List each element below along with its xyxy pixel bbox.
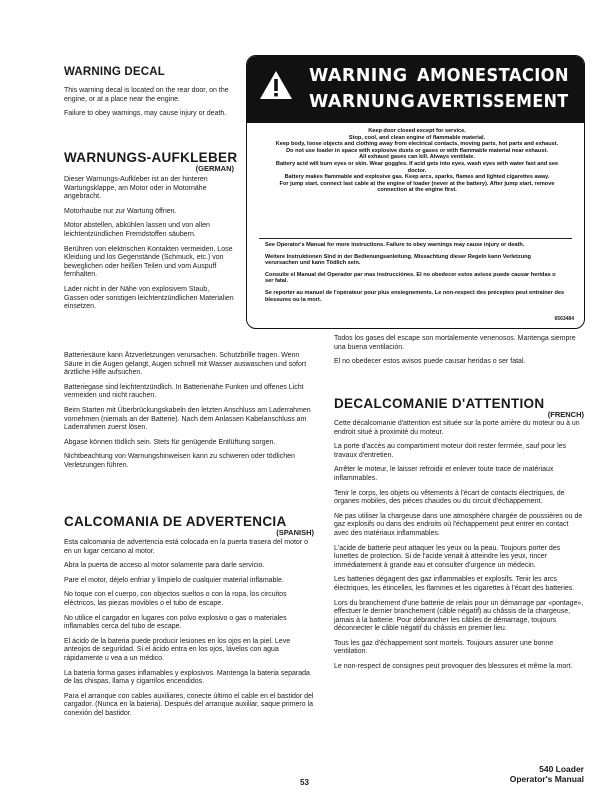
paragraph: Beim Starten mit Überbrückungskabeln den letzten Anschluss am Laderrahmen vornehmen (niemals an der Batterie). Nach dem Anlassen Kabelanschluss am Laderrahmen zuerst lösen. bbox=[64, 406, 311, 432]
decal-item: For jump start, connect last cable at the engine of loader (never at the battery). After jump start, remove connection at the engine first. bbox=[279, 180, 555, 194]
paragraph: Nichtbeachtung von Warnungshinweisen kann zu schweren oder tödlichen Verletzungen führen. bbox=[64, 453, 295, 469]
page-number: 53 bbox=[300, 778, 309, 787]
paragraph: Abra la puerta de acceso al motor solamente para darle servicio. bbox=[64, 562, 265, 570]
paragraph: Para el arranque con cables auxiliares, conecte último el cable en el bastidor del cargador. (Nunca en la bateria). Después del arranque auxiliar, saque primero la conexión del bastidor. bbox=[64, 692, 314, 717]
decal-instructions bbox=[267, 128, 567, 194]
decal-item: Battery makes flammable and explosive gas. Keep arcs, sparks, flames and lighted cigarettes away. bbox=[284, 174, 550, 181]
footer-model: 540 Loader bbox=[539, 764, 584, 774]
paragraph: Ne pas utiliser la chargeuse dans une atmosphère chargée de poussières ou de gaz explosifs ou dans des endroits où l'échappement peut entrer en contact avec des matériaux inflammables. bbox=[334, 512, 583, 537]
german-continued-text bbox=[64, 352, 314, 477]
paragraph: Motor abstellen, abkühlen lassen und von allen leichtentzündlichen Fremdstoffen säubern. bbox=[64, 222, 210, 238]
warning-decal-heading: WARNING DECAL bbox=[64, 66, 165, 78]
decal-word-avertissement: AVERTISSEMENT bbox=[417, 92, 569, 112]
decal-item: Keep body, loose objects and clothing away from electrical contacts, moving parts, hot parts and exhaust. bbox=[275, 141, 559, 148]
paragraph: This warning decal is located on the rear door, on the engine, or at a place near the engine. bbox=[64, 87, 229, 103]
paragraph: Failure to obey warnings, may cause injury or death. bbox=[64, 110, 227, 118]
paragraph: El ácido de la bateria puede producir lesiones en los ojos en la piel. Leve anteojos de seguridad. Si el ácido entra en los ojos, lávelos con agua rápidamente u vea a un médico. bbox=[64, 637, 291, 662]
decal-word-amonestacion: AMONESTACION bbox=[417, 66, 569, 86]
french-heading: DECALCOMANIE D'ATTENTION bbox=[334, 396, 545, 411]
decal-divider bbox=[259, 238, 572, 239]
paragraph: La bateria forma gases inflamables y explosivos. Mantenga la bateria separada de las chispas, llama y cigarrilos encendidos. bbox=[64, 669, 310, 686]
paragraph: Todos los gases del escape son mortalemente venenosos. Mantenga siempre una buena ventilación. bbox=[334, 335, 576, 351]
paragraph: La porte d'accès au compartiment moteur doit rester ferrmée, sauf pour les travaux d'entretien. bbox=[334, 443, 567, 459]
paragraph: Les batteries dégagent des gaz inflammables et explosifs. Tenir les arcs électriques, les étincelles, les flammes et les cigarettes à l'écart des batteries. bbox=[334, 576, 575, 592]
page-footer bbox=[510, 764, 584, 784]
spanish-heading: CALCOMANIA DE ADVERTENCIA bbox=[64, 514, 287, 529]
decal-item: Keep door closed except for service. bbox=[368, 128, 466, 134]
spanish-text bbox=[64, 539, 314, 725]
paragraph: Abgase können tödlich sein. Stets für genügende Entlüftung sorgen. bbox=[64, 438, 276, 446]
paragraph: Batteriegase sind leichtentzündlich. In Batterienähe Funken und offenes Licht vermeiden und nicht rauchen. bbox=[64, 383, 304, 400]
decal-word-warning: WARNING bbox=[309, 66, 408, 86]
decal-item: Stop, cool, and clean engine of flammable material. bbox=[348, 134, 486, 141]
paragraph: Motorhaube nur zur Wartung öffnen. bbox=[64, 207, 177, 215]
decal-footer-english: See Operator's Manual for more instructions. Failure to obey warnings may cause injury or death. bbox=[265, 242, 525, 248]
paragraph: Lader nicht in der Nähe von explosivem Staub, Gassen oder sonstigen leichtentzündlichen Materialien einsetzen. bbox=[64, 285, 234, 311]
spanish-language-label: (SPANISH) bbox=[276, 528, 314, 537]
paragraph: El no obedecer estos avisos puede causar heridas o ser fatal. bbox=[334, 358, 526, 366]
french-language-label: (FRENCH) bbox=[547, 410, 584, 419]
paragraph: Berühren von elektrischen Kontakten vermeiden. Lose Kleidung und los Gegenstände (Schmuck, etc.) von beweglichen oder heißen Teilen und vom Auspuff fernhalten. bbox=[64, 245, 233, 279]
german-intro-text bbox=[64, 176, 234, 318]
decal-footer-french: Se reporter au manuel de l'opérateur pour plus ensiegnements. Le non-respect des préceptes peut entraîner des blessures ou la mort. bbox=[265, 289, 565, 303]
decal-footer-spanish: Consulte el Manual del Operador par mas instrucciónes. El no obedecer estos avisos puede causar heridas o ser fatal. bbox=[265, 271, 556, 285]
german-language-label: (GERMAN) bbox=[195, 164, 234, 173]
paragraph: Arrêter le moteur, le laisser refroidir et enlever toute trace de matériaux inflammables. bbox=[334, 466, 554, 482]
paragraph: Cette décalcomanie d'attention est située sur la porte arrière du moteur ou à un endroit situé à proximité du moteur. bbox=[334, 420, 580, 436]
warning-decal-image bbox=[246, 55, 585, 329]
warning-triangle-icon bbox=[259, 70, 293, 100]
paragraph: Tenir le corps, les objets ou vêtements à l'écart de contacts électriques, de organes mobiles, des pièces chaudes ou du circuit d'échappement. bbox=[334, 489, 565, 506]
paragraph: Batteriesäure kann Ätzverletzungen verursachen. Schutzbrille tragen. Wenn Säure in die Augen gelangt, Augen schnell mit Wasser auswaschen und sofort ärztliche Hilfe aufsuchen. bbox=[64, 352, 307, 377]
decal-footer-text bbox=[265, 242, 565, 308]
paragraph: Lors du branchement d'une batterie de relais pour un démarrage par «pontage», effectuer le dernier branchement (câble négatif) au châssis de la chargeuse, jamais à la batterie. Pour débrancher les câbles de démarrage, toujours déconnecter le câble négatif du châssis en premier lieu. bbox=[334, 599, 584, 633]
decal-header-band bbox=[247, 56, 584, 123]
decal-footer-german: Weitere Instruktionen Sind in der Bedienungsanleitung. Missachtung dieser Regeln kann Verletzung verursachen und kann Tödlich sein. bbox=[265, 253, 531, 267]
decal-item: All exhaust gases can kill. Always ventilate. bbox=[359, 154, 475, 161]
paragraph: Dieser Warnungs-Aufkleber ist an der hinteren Wartungsklappe, am Motor oder in Motornähe angebracht. bbox=[64, 176, 208, 201]
paragraph: Tous les gaz d'échappement sont mortels. Toujours assurer une bonne ventilation. bbox=[334, 639, 554, 656]
decal-part-number: 6563484 bbox=[554, 316, 574, 322]
paragraph: Le non-respect de consignes peut provoquer des blessures et même la mort. bbox=[334, 663, 573, 671]
german-heading: WARNUNGS-AUFKLEBER bbox=[64, 150, 238, 165]
spanish-continued-text bbox=[334, 335, 584, 373]
paragraph: Esta calcomania de advertencia está colocada en la puerta trasera del motor o en un lugar cercano al motor. bbox=[64, 539, 308, 555]
french-text bbox=[334, 420, 584, 678]
decal-item: Do not use loader in space with explosive dusts or gases or with flammable material near exhaust. bbox=[286, 147, 548, 154]
footer-manual-title: Operator's Manual bbox=[509, 774, 584, 784]
paragraph: No utilice el cargador en lugares con polvo explosivo o gas o materiales inflamables cerca del tubo de escape. bbox=[64, 614, 287, 631]
decal-item: Battery acid will burn eyes or skin. Wear goggles. If acid gets into eyes, wash eyes with water fast and see doctor. bbox=[275, 160, 559, 174]
paragraph: No toque con el cuerpo, con objectos sueltos o con la ropa, los circuitos eléctricos, las piezas movibles o el tubo de escape. bbox=[64, 591, 287, 607]
warning-decal-text bbox=[64, 87, 234, 125]
paragraph: Pare el motor, déjelo enfriar y limpielo de cualquier material inflamable. bbox=[64, 576, 284, 584]
paragraph: L'acide de batterie peut attaquer les yeux ou la peau. Toujours porter des lunettes de protection. Si de l'acide venait à atteindre les yeux, rincer immédiatement à grande eau et consulter d'urgence un médecin. bbox=[334, 544, 561, 569]
decal-word-warnung: WARNUNG bbox=[309, 92, 416, 112]
